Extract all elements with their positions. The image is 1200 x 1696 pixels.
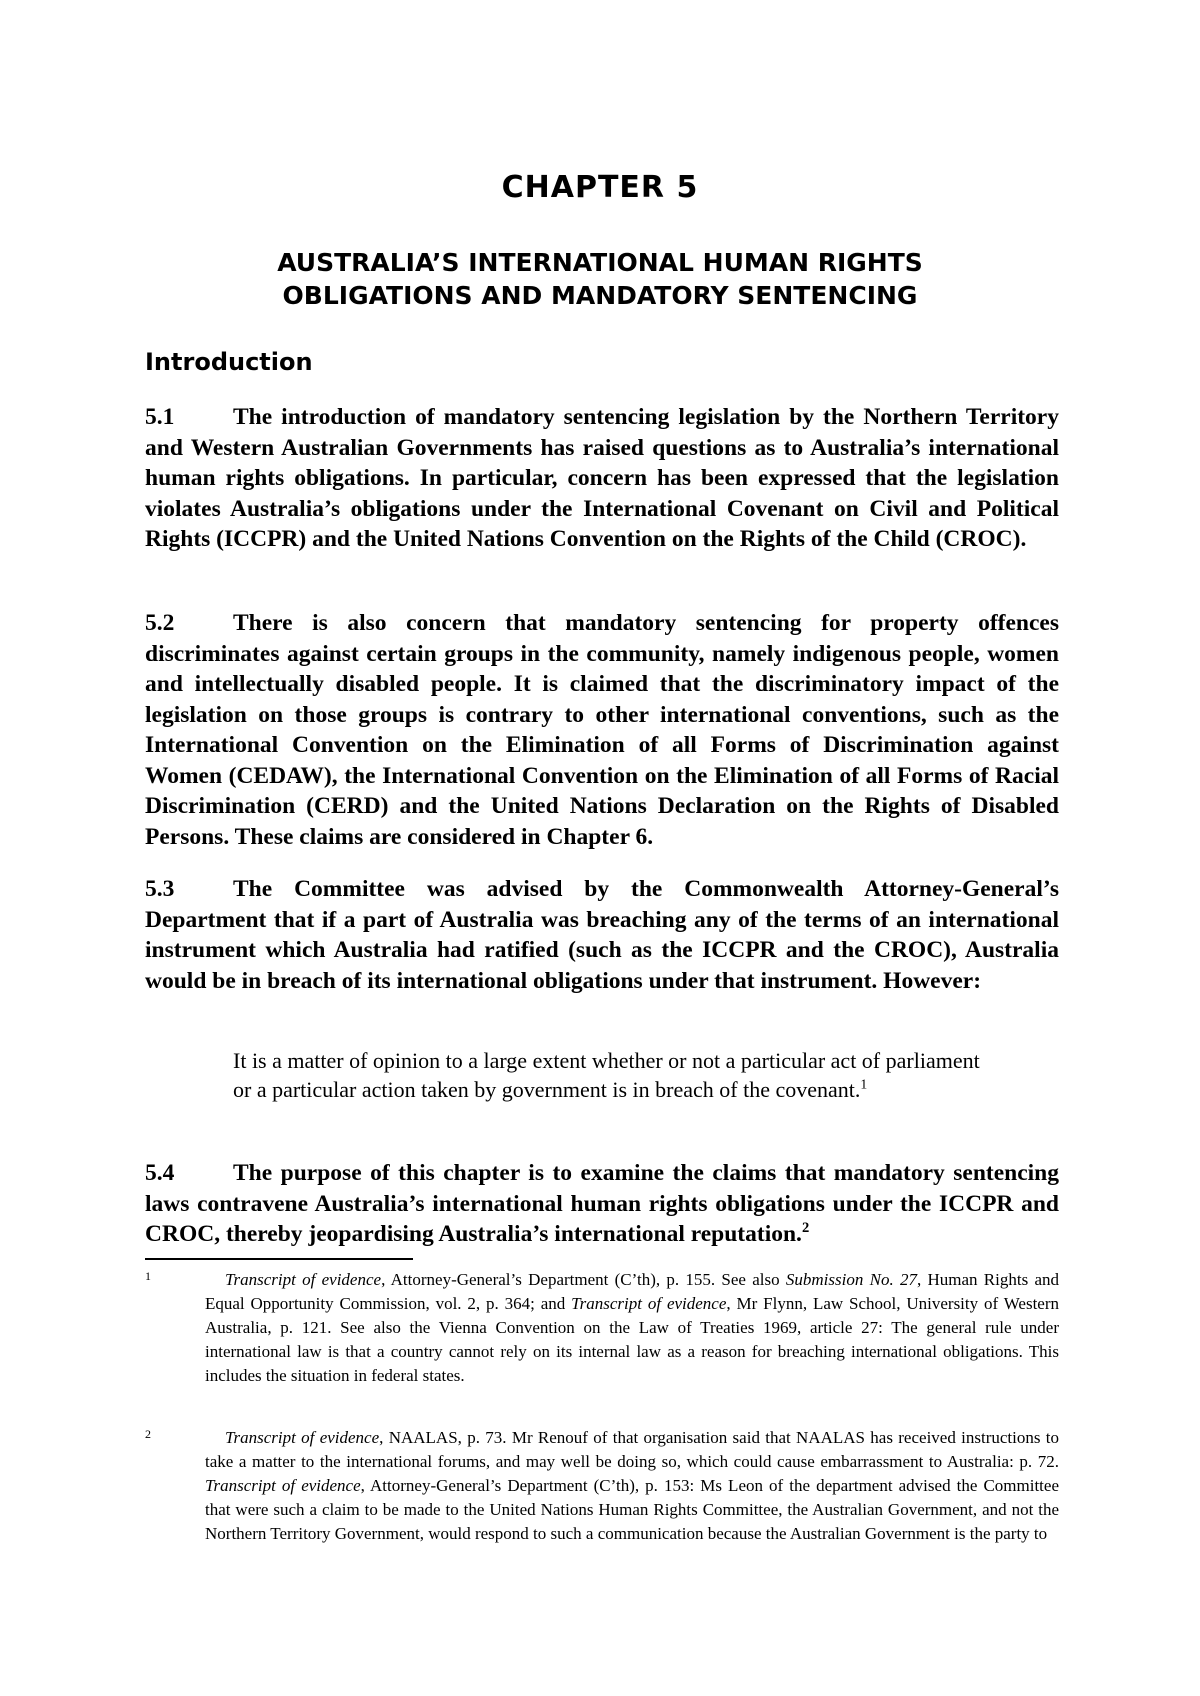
footnote-text [205,1426,1059,1546]
footnote-reference[interactable]: 2 [801,1220,810,1237]
footnote-segment: , Attorney-General’s Department (C’th), p. 155. See also [381,1270,786,1289]
chapter-title [150,246,1050,312]
footnote-italic: Transcript of evidence [205,1476,361,1495]
paragraph-5-3 [145,874,1059,996]
footnote-segment: , Attorney-General’s Department (C’th), p. 153: Ms Leon of the department advised the Committee that were such a claim to be made to the United Nations Human Rights Committee, the Australian Government, and not the Northern Territory Government, would respond to such a communication because the Australian Government is the party to [205,1476,1060,1543]
footnote-italic: Transcript of evidence [225,1270,382,1289]
footnote-italic: Transcript of evidence [225,1428,380,1447]
paragraph-5-1 [145,402,1059,555]
block-quote [233,1046,993,1104]
paragraph-text: The Committee was advised by the Commonwealth Attorney-General’s Department that if a part of Australia was breaching any of the terms of an international instrument which Australia had ratified (such as the ICCPR and the CROC), Australia would be in breach of its international obligations under that instrument. However: [145,876,1059,994]
paragraph-number: 5.2 [145,610,175,636]
footnote-separator [145,1258,413,1260]
footnote-italic: Submission No. 27 [785,1270,917,1289]
chapter-title-line-2: OBLIGATIONS AND MANDATORY SENTENCING [282,281,918,310]
footnote-segment: , Human Rights and Equal Opportunity Commission, vol. 2, p. 364; and [205,1270,1060,1313]
section-heading: Introduction [145,348,313,376]
chapter-label: CHAPTER 5 [501,170,699,205]
paragraph-number: 5.1 [145,404,175,430]
footnote-mark: 1 [145,1269,151,1283]
paragraph-text: The purpose of this chapter is to examine the claims that mandatory sentencing laws contravene Australia’s international human rights obligations under the ICCPR and CROC, thereby jeopardising Australia’s international reputation. [145,1160,1059,1247]
footnote-mark: 2 [145,1427,151,1441]
paragraph-number: 5.3 [145,876,175,902]
footnote-segment: , Mr Flynn, Law School, University of Western Australia, p. 121. See also the Vienna Convention on the Law of Treaties 1969, article 27: The general rule under international law is that a country cannot rely on its internal law as a reason for breaching international obligations. This includes the situation in federal states. [205,1294,1059,1385]
footnote-2 [145,1426,1059,1546]
footnote-segment: , NAALAS, p. 73. Mr Renouf of that organisation said that NAALAS has received instructions to take a matter to the international forums, and may well be doing so, which could cause embarrassment to Australia: p. 72. [205,1428,1060,1471]
quote-text: It is a matter of opinion to a large extent whether or not a particular act of parliament or a particular action taken by government is in breach of the covenant. [233,1048,980,1102]
footnote-text [205,1268,1059,1388]
paragraph-number: 5.4 [145,1160,175,1186]
chapter-title-line-1: AUSTRALIA’S INTERNATIONAL HUMAN RIGHTS [277,248,923,277]
footnote-1 [145,1268,1059,1388]
footnote-reference[interactable]: 1 [860,1076,868,1092]
paragraph-5-4 [145,1158,1059,1250]
paragraph-text: The introduction of mandatory sentencing legislation by the Northern Territory and Western Australian Governments has raised questions as to Australia’s international human rights obligations. In particular, concern has been expressed that the legislation violates Australia’s obligations under the International Covenant on Civil and Political Rights (ICCPR) and the United Nations Convention on the Rights of the Child (CROC). [145,404,1059,552]
footnote-italic: Transcript of evidence [571,1294,727,1313]
paragraph-text: There is also concern that mandatory sentencing for property offences discriminates against certain groups in the community, namely indigenous people, women and intellectually disabled people. It is claimed that the discriminatory impact of the legislation on those groups is contrary to other international conventions, such as the International Convention on the Elimination of all Forms of Discrimination against Women (CEDAW), the International Convention on the Elimination of all Forms of Racial Discrimination (CERD) and the United Nations Declaration on the Rights of Disabled Persons. These claims are considered in Chapter 6. [145,610,1059,850]
paragraph-5-2 [145,608,1059,852]
